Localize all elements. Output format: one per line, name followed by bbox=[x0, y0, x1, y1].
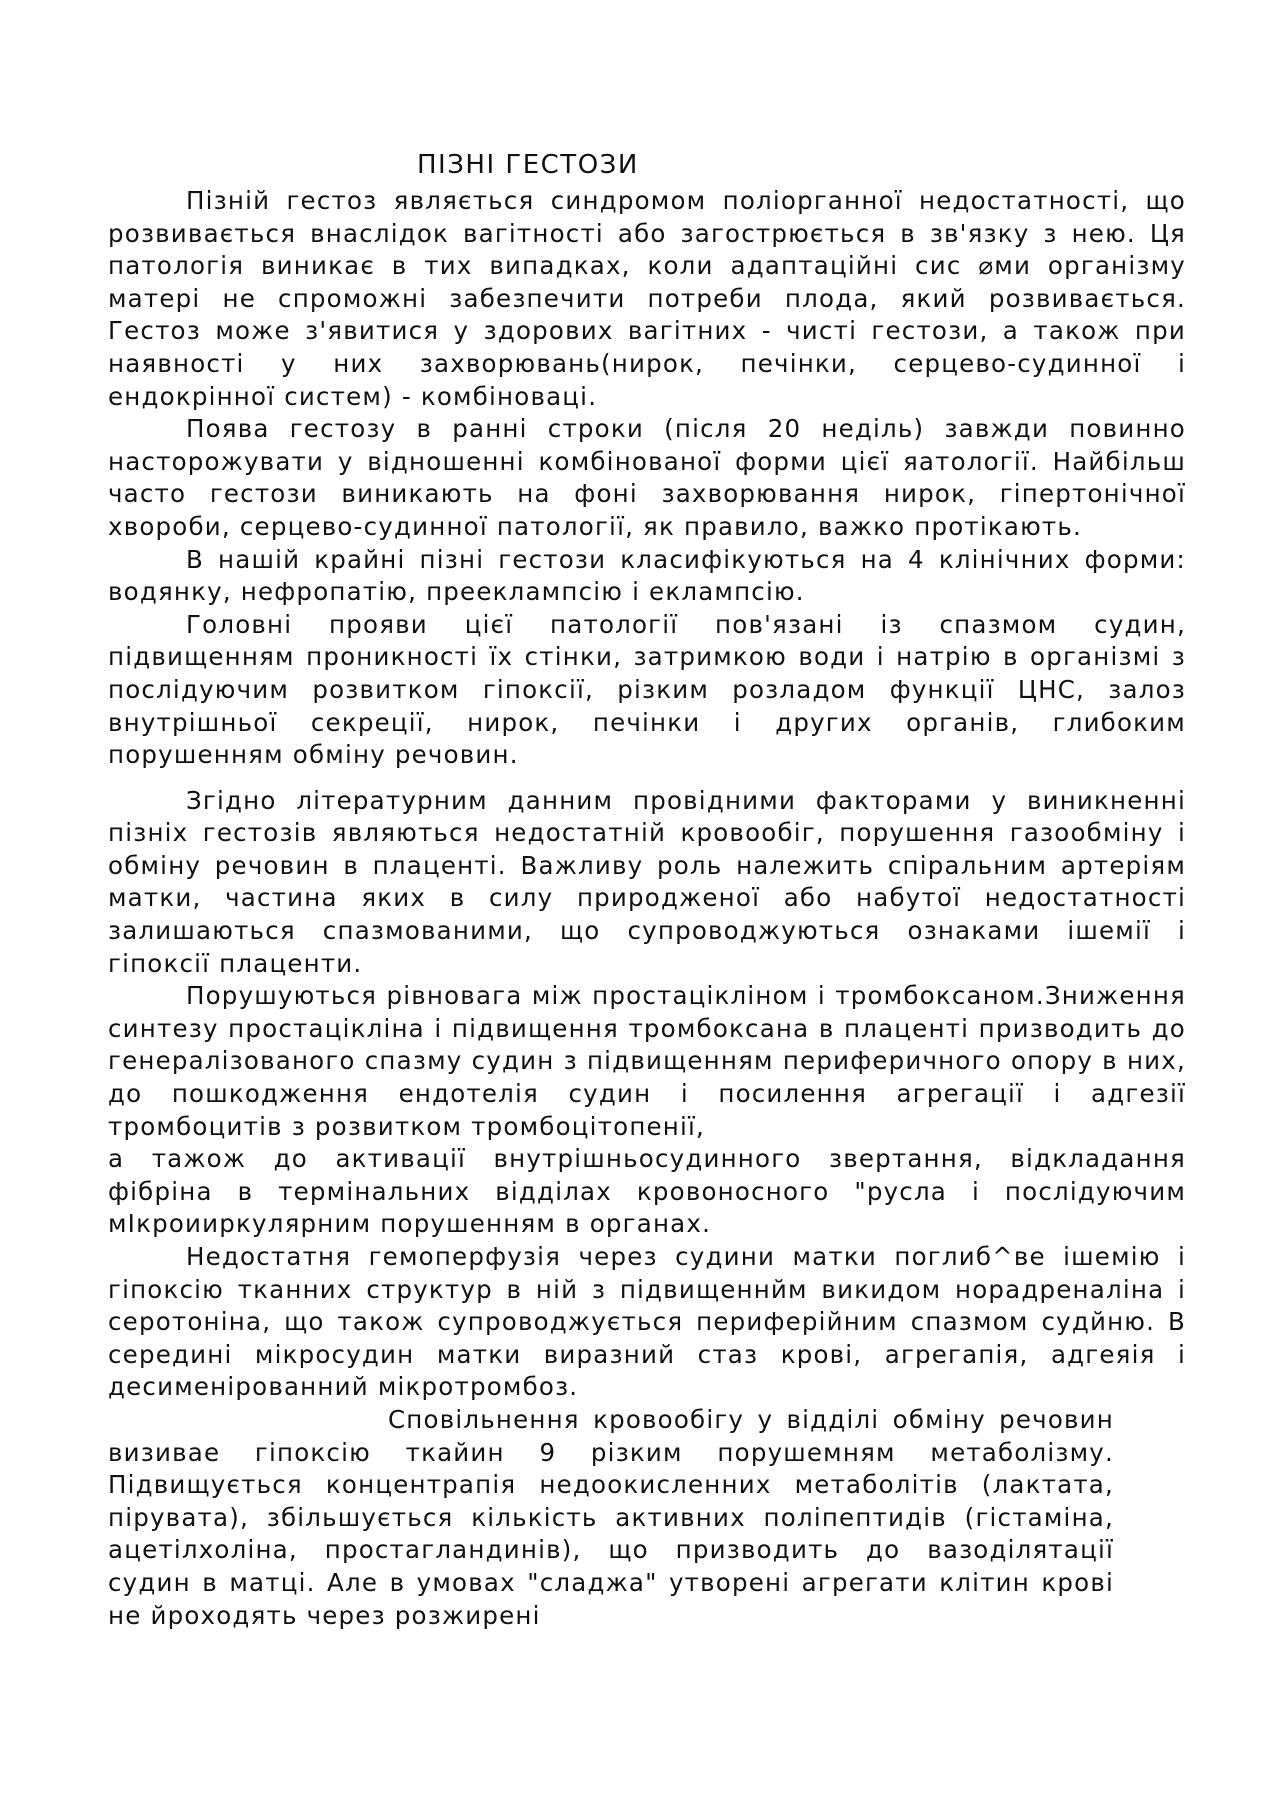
paragraph-pathogenesis: Згідно літературним данним провідними факторами у виникненні пізніх гестозів являються недостатній кровообіг, порушення газообміну і обміну речовин в плаценті. Важливу роль належить спіральним артеріям матки, частина яких в силу природженої або набутої недостатності залишаються спазмованими, що супроводжуються ознаками ішемії і гіпоксії плаценти. bbox=[108, 785, 1186, 978]
paragraph-classification: В нашій крайні пізні гестози класифікуються на 4 клінічних форми: водянку, нефропатію, прееклампсію і еклампсію. bbox=[108, 544, 1186, 607]
paragraph-main-signs: Головні прояви цієї патології пов'язані із спазмом судин, підвищенням проникності їх стінки, затримкою води і натрію в організмі з послідуючим розвитком гіпоксії, різким розладом функції ЦНС, залоз внутрішньої секреції, нирок, печінки і других органів, глибоким порушенням обміну речовин. bbox=[108, 609, 1186, 770]
paragraph-definition: Пізній гестоз являється синдромом поліорганної недостатності, що розвивається внаслідок вагітності або загострюється в зв'язку з нею. Ця патологія виникає в тих випадках, коли адаптаційні сис ⌀ми організму матері не спроможні забезпечити потреби плода, який розвивається. Гестоз може з'явитися у здорових вагітних - чисті гестози, а також при наявності у них захворювань(нирок, печінки, серцево-судинної і ендокрінної систем) - комбіноваці. bbox=[108, 186, 1186, 411]
paragraph-hemoperfusion: Недостатня гемоперфузія через судини матки поглиб^ве ішемію і гіпоксію тканних структур в ній з підвищеннйм викидом норадреналіна і серотоніна, що також супроводжується периферійним спазмом судйню. В середині мікросудин матки виразний стаз крові, агрегапія, адгеяія і десименірованний мікротромбоз. bbox=[108, 1242, 1186, 1402]
page-title: ПІЗНІ ГЕСТОЗИ bbox=[417, 150, 639, 180]
document-body bbox=[108, 185, 1186, 1632]
paragraph-circulation-slowdown: Сповільнення кровообігу у відділі обміну речовин визивае гіпоксію ткайин 9 різким порушемням метаболізму. Підвищується концентрапія недоокисленних метаболітів (лактата, пірувата), збільшується кількість активних поліпептидів (гістаміна, ацетілхоліна, простагландинів), що призводить до вазоділятації судин в матці. Але в умовах "сладжа" утворені агрегати клітин крові не йроходять через розжирені bbox=[108, 1404, 1114, 1630]
paragraph-prostacyclin-balance: Порушуються рівновага між простацікліном і тромбоксаном.Зниження синтезу простацікліна і підвищення тромбоксана в плаценті призводить до генералізованого спазму судин з підвищенням периферичного опору в них, до пошкодження ендотелія судин і посилення агрегації і адгезії тромбоцитів з розвитком тромбоцітопенії, bbox=[108, 981, 1186, 1141]
paragraph-early-onset: Поява гестозу в ранні строки (після 20 неділь) завжди повинно насторожувати у відношенні комбінованої форми цієї яатології. Найбільш часто гестози виникають на фоні захворювання нирок, гіпертонічної хвороби, серцево-судинної патології, як правило, важко протікають. bbox=[108, 414, 1186, 541]
paragraph-coagulation: а тажож до активації внутрішньосудинного звертання, відкладання фібріна в термінальних відділах кровоносного "русла і послідуючим мІкроииркулярним порушенням в органах. bbox=[108, 1144, 1186, 1239]
